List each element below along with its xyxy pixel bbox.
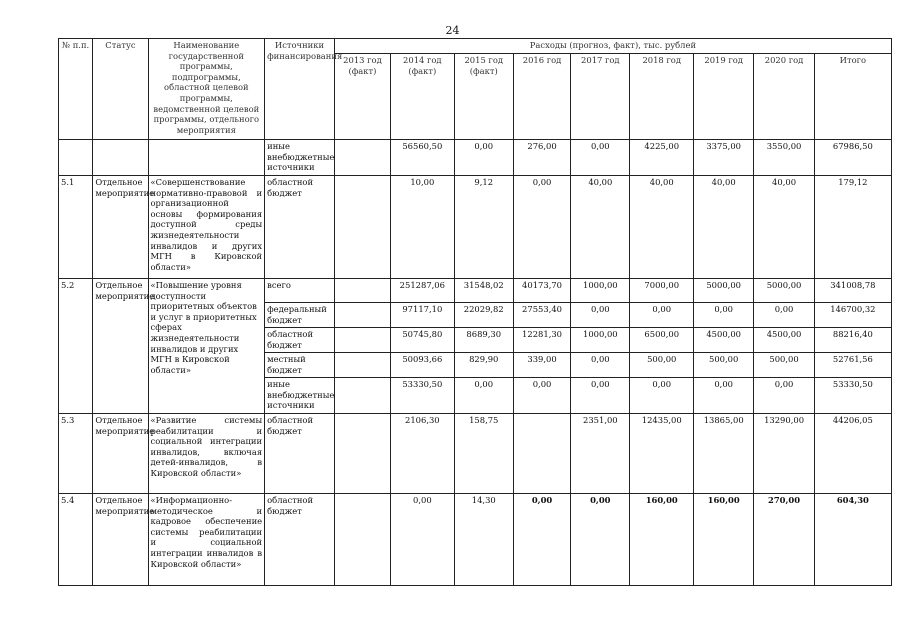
header-year: 2019 год [693, 54, 753, 140]
table-row [59, 140, 892, 176]
row-source: иные внебюджетные источники [265, 378, 335, 414]
row-value: 56560,50 [391, 140, 455, 176]
row-number: 5.4 [59, 494, 93, 586]
table-row [59, 176, 892, 279]
row-total: 67986,50 [814, 140, 891, 176]
row-value: 4225,00 [630, 140, 694, 176]
row-number: 5.2 [59, 279, 93, 414]
row-value: 2351,00 [571, 414, 630, 494]
row-value: 0,00 [513, 378, 570, 414]
row-value [334, 414, 390, 494]
row-source: областной бюджет [265, 414, 335, 494]
row-value: 0,00 [454, 140, 513, 176]
row-value: 500,00 [754, 353, 814, 378]
row-status: Отдельное мероприятие [93, 414, 148, 494]
row-name: «Повышение уровня доступности приоритетных объектов и услуг в приоритетных сферах жизнедеятельности инвалидов и других МГН в Кировской области» [148, 279, 265, 414]
row-value: 0,00 [754, 303, 814, 328]
row-value: 4500,00 [693, 328, 753, 353]
row-value: 40,00 [693, 176, 753, 279]
row-total: 146700,32 [814, 303, 891, 328]
row-value: 6500,00 [630, 328, 694, 353]
row-value: 13290,00 [754, 414, 814, 494]
row-value: 12435,00 [630, 414, 694, 494]
row-total: 52761,56 [814, 353, 891, 378]
row-value: 0,00 [754, 378, 814, 414]
row-value [334, 353, 390, 378]
row-name: «Информационно-методическое и кадровое обеспечение системы реабилитации и социальной интеграции инвалидов в Кировской области» [148, 494, 265, 586]
row-total: 179,12 [814, 176, 891, 279]
row-value: 3550,00 [754, 140, 814, 176]
row-value: 7000,00 [630, 279, 694, 303]
header-year: 2015 год (факт) [454, 54, 513, 140]
row-value: 0,00 [693, 378, 753, 414]
row-value: 158,75 [454, 414, 513, 494]
row-value: 0,00 [571, 353, 630, 378]
row-source: местный бюджет [265, 353, 335, 378]
row-value: 0,00 [630, 378, 694, 414]
row-value: 1000,00 [571, 328, 630, 353]
header-status: Статус [93, 39, 148, 140]
row-total: 53330,50 [814, 378, 891, 414]
row-value: 0,00 [391, 494, 455, 586]
row-value: 9,12 [454, 176, 513, 279]
row-value [334, 303, 390, 328]
row-value: 40173,70 [513, 279, 570, 303]
header-number: № п.п. [59, 39, 93, 140]
row-value: 829,90 [454, 353, 513, 378]
row-value: 2106,30 [391, 414, 455, 494]
row-source: областной бюджет [265, 494, 335, 586]
row-value [513, 414, 570, 494]
header-name: Наименование государственной программы, подпрограммы, областной целевой программы, ведомственной целевой программы, отдельного мероприятия [148, 39, 265, 140]
row-value: 276,00 [513, 140, 570, 176]
row-name [148, 140, 265, 176]
row-total: 604,30 [814, 494, 891, 586]
row-status [93, 140, 148, 176]
header-total: Итого [814, 54, 891, 140]
row-value: 22029,82 [454, 303, 513, 328]
row-value: 0,00 [513, 176, 570, 279]
row-value: 50093,66 [391, 353, 455, 378]
row-value: 5000,00 [754, 279, 814, 303]
row-source: областной бюджет [265, 176, 335, 279]
row-value: 40,00 [571, 176, 630, 279]
row-total: 88216,40 [814, 328, 891, 353]
row-value: 0,00 [454, 378, 513, 414]
budget-table [58, 38, 892, 586]
row-value [334, 176, 390, 279]
row-value: 53330,50 [391, 378, 455, 414]
row-value: 40,00 [630, 176, 694, 279]
row-value: 339,00 [513, 353, 570, 378]
header-year: 2018 год [630, 54, 694, 140]
row-value: 14,30 [454, 494, 513, 586]
row-value: 0,00 [630, 303, 694, 328]
table-row [59, 279, 892, 303]
row-value [334, 328, 390, 353]
row-value [334, 378, 390, 414]
row-value: 0,00 [571, 140, 630, 176]
row-value: 8689,30 [454, 328, 513, 353]
row-value: 12281,30 [513, 328, 570, 353]
row-source: иные внебюджетные источники [265, 140, 335, 176]
row-value: 50745,80 [391, 328, 455, 353]
row-status: Отдельное мероприятие [93, 494, 148, 586]
row-value: 3375,00 [693, 140, 753, 176]
row-value: 0,00 [571, 378, 630, 414]
row-total: 341008,78 [814, 279, 891, 303]
row-value: 13865,00 [693, 414, 753, 494]
row-value: 5000,00 [693, 279, 753, 303]
row-number [59, 140, 93, 176]
header-year: 2017 год [571, 54, 630, 140]
row-source: федеральный бюджет [265, 303, 335, 328]
row-value: 1000,00 [571, 279, 630, 303]
row-value: 40,00 [754, 176, 814, 279]
row-total: 44206,05 [814, 414, 891, 494]
table-row [59, 414, 892, 494]
row-source: областной бюджет [265, 328, 335, 353]
table-row [59, 494, 892, 586]
row-value: 31548,02 [454, 279, 513, 303]
header-source: Источники финансирования [265, 39, 335, 140]
row-value [334, 279, 390, 303]
row-value: 4500,00 [754, 328, 814, 353]
header-expenses: Расходы (прогноз, факт), тыс. рублей [334, 39, 891, 54]
row-value: 500,00 [693, 353, 753, 378]
row-name: «Совершенствование нормативно-правовой и организационной основы формирования доступной среды жизнедеятельности инвалидов и других МГН в Кировской области» [148, 176, 265, 279]
row-number: 5.1 [59, 176, 93, 279]
row-source: всего [265, 279, 335, 303]
table-header-row [59, 39, 892, 54]
row-value: 160,00 [693, 494, 753, 586]
row-value: 500,00 [630, 353, 694, 378]
page-number: 24 [445, 24, 460, 37]
header-year: 2016 год [513, 54, 570, 140]
row-value: 0,00 [513, 494, 570, 586]
header-year: 2020 год [754, 54, 814, 140]
row-name: «Развитие системы реабилитации и социальной интеграции инвалидов, включая детей-инвалидов, в Кировской области» [148, 414, 265, 494]
row-value [334, 494, 390, 586]
row-value: 160,00 [630, 494, 694, 586]
row-value: 251287,06 [391, 279, 455, 303]
header-year: 2014 год (факт) [391, 54, 455, 140]
row-value: 0,00 [693, 303, 753, 328]
row-value: 0,00 [571, 303, 630, 328]
row-value: 97117,10 [391, 303, 455, 328]
row-value: 270,00 [754, 494, 814, 586]
header-year: 2013 год (факт) [334, 54, 390, 140]
row-value: 10,00 [391, 176, 455, 279]
row-status: Отдельное мероприятие [93, 279, 148, 414]
row-value [334, 140, 390, 176]
row-number: 5.3 [59, 414, 93, 494]
row-value: 27553,40 [513, 303, 570, 328]
row-value: 0,00 [571, 494, 630, 586]
row-status: Отдельное мероприятие [93, 176, 148, 279]
